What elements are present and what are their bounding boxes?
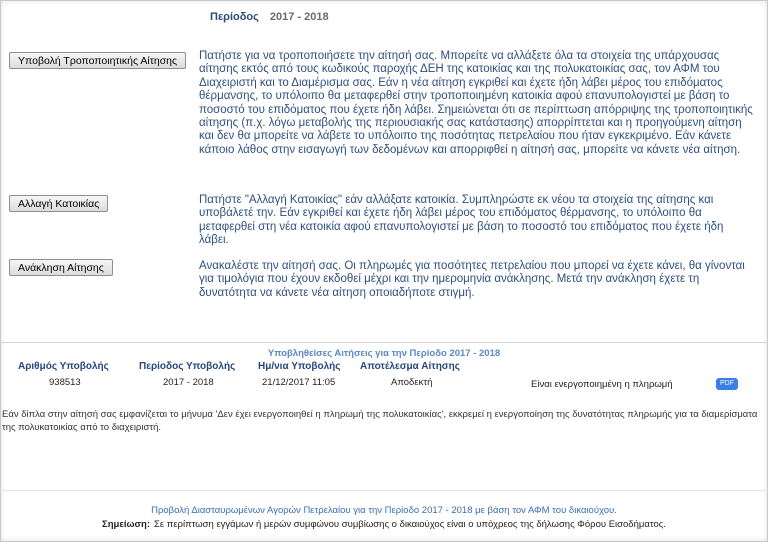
cross-checked-purchases-link[interactable]: Προβολή Διασταυρωμένων Αγορών Πετρελαίου για την Περίοδο 2017 - 2018 με βάση τον ΑΦΜ του δικαιούχου. bbox=[151, 505, 617, 516]
period-header bbox=[210, 11, 329, 23]
footer-note-label: Σημείωση: bbox=[102, 519, 151, 530]
revoke-description: Ανακαλέστε την αίτησή σας. Οι πληρωμές για ποσότητες πετρελαίου που μπορεί να έχετε κάνει, θα γίνονται για τιμολόγια που έχουν εκδοθεί μέχρι και την ημερομηνία ανάκλησης. Μετά την ανάκληση έχετε τη δυνατότητα να κάνετε νέα αίτηση οποιαδήποτε στιγμή. bbox=[199, 260, 745, 299]
revoke-application-button[interactable]: Ανάκληση Αίτησης bbox=[9, 259, 113, 276]
period-label: Περίοδος bbox=[210, 11, 259, 23]
footer-note bbox=[0, 519, 768, 530]
header-submission-number: Αριθμός Υποβολής bbox=[18, 361, 109, 372]
cell-submission-number: 938513 bbox=[49, 377, 81, 388]
cell-submission-date: 21/12/2017 11:05 bbox=[262, 377, 336, 388]
submitted-applications-title: Υποβληθείσες Αιτήσεις για την Περίοδο 2017 - 2018 bbox=[267, 348, 501, 359]
cell-application-result: Αποδεκτή bbox=[391, 377, 433, 388]
cell-submission-period: 2017 - 2018 bbox=[163, 377, 214, 388]
section-divider bbox=[0, 342, 768, 343]
header-submission-period: Περίοδος Υποβολής bbox=[139, 361, 236, 372]
change-residence-button[interactable]: Αλλαγή Κατοικίας bbox=[9, 195, 108, 212]
header-application-result: Αποτέλεσμα Αίτησης bbox=[360, 361, 460, 372]
footer-divider bbox=[0, 490, 768, 491]
amendment-description: Πατήστε για να τροποποιήσετε την αίτησή σας. Μπορείτε να αλλάξετε όλα τα στοιχεία της υπάρχουσας αίτησης εκτός από τους κωδικούς παροχής ΔΕΗ της κατοικίας και της πολυκατοικίας σας, τον ΑΦΜ του Διαχειριστή και το Διαμέρισμα σας. Εάν η νέα αίτηση εγκριθεί και έχετε ήδη λάβει μέρος του επιδόματος θέρμανσης, το υπόλοιπο θα μεταφερθεί στην τροποποιημένη κατοικία αφού επανυπολογιστεί με βάση το ποσοστό του επιδόματος που έχετε ήδη λάβει. Σημειώνεται ότι σε περίπτωση απόρριψης της τροποποιητικής αίτησης (π.χ. λόγω μεταβολής της περιουσιακής σας κατάστασης) απορρίπτεται και η προηγούμενη αίτηση και δεν θα μπορείτε να λάβετε το υπόλοιπο της ποσότητας πετρελαίου που ήταν εγκεκριμένο. Εάν κάνετε κάποιο λάθος στην εισαγωγή των δεδομένων και απορριφθεί η αίτησή σας, μπορείτε να κάνετε νέα αίτηση. bbox=[199, 50, 753, 156]
pdf-icon[interactable]: PDF bbox=[716, 378, 738, 390]
payment-status: Είναι ενεργοποιημένη η πληρωμή bbox=[531, 379, 673, 390]
change-residence-description: Πατήστε "Αλλαγή Κατοικίας" εάν αλλάξατε κατοικία. Συμπληρώστε εκ νέου τα στοιχεία της αίτησης και υποβάλετέ την. Εάν εγκριθεί και έχετε ήδη λάβει μέρος του επιδόματος θέρμανσης, το υπόλοιπο θα μεταφερθεί στη νέα κατοικία αφού επανυπολογιστεί με βάση το ποσοστό του επιδόματος που έχετε ήδη λάβει. bbox=[199, 194, 724, 247]
header-submission-date: Ημ/νια Υποβολής bbox=[258, 361, 341, 372]
submit-amendment-button[interactable]: Υποβολή Τροποποιητικής Αίτησης bbox=[9, 52, 186, 69]
period-value: 2017 - 2018 bbox=[269, 11, 329, 23]
footer-note-text: Σε περίπτωση εγγάμων ή μερών συμφώνου συμβίωσης ο δικαιούχος είναι ο υπόχρεος της δήλωσης Φόρου Εισοδήματος. bbox=[154, 519, 666, 530]
payment-activation-note: Εάν δίπλα στην αίτησή σας εμφανίζεται το μήνυμα 'Δεν έχει ενεργοποιηθεί η πληρωμή της πολυκατοικίας', εκκρεμεί η ενεργοποίηση της δυνατότητας πληρωμής για τα διαμερίσματα της πολυκατοικίας από το διαχειριστή. bbox=[2, 409, 758, 433]
